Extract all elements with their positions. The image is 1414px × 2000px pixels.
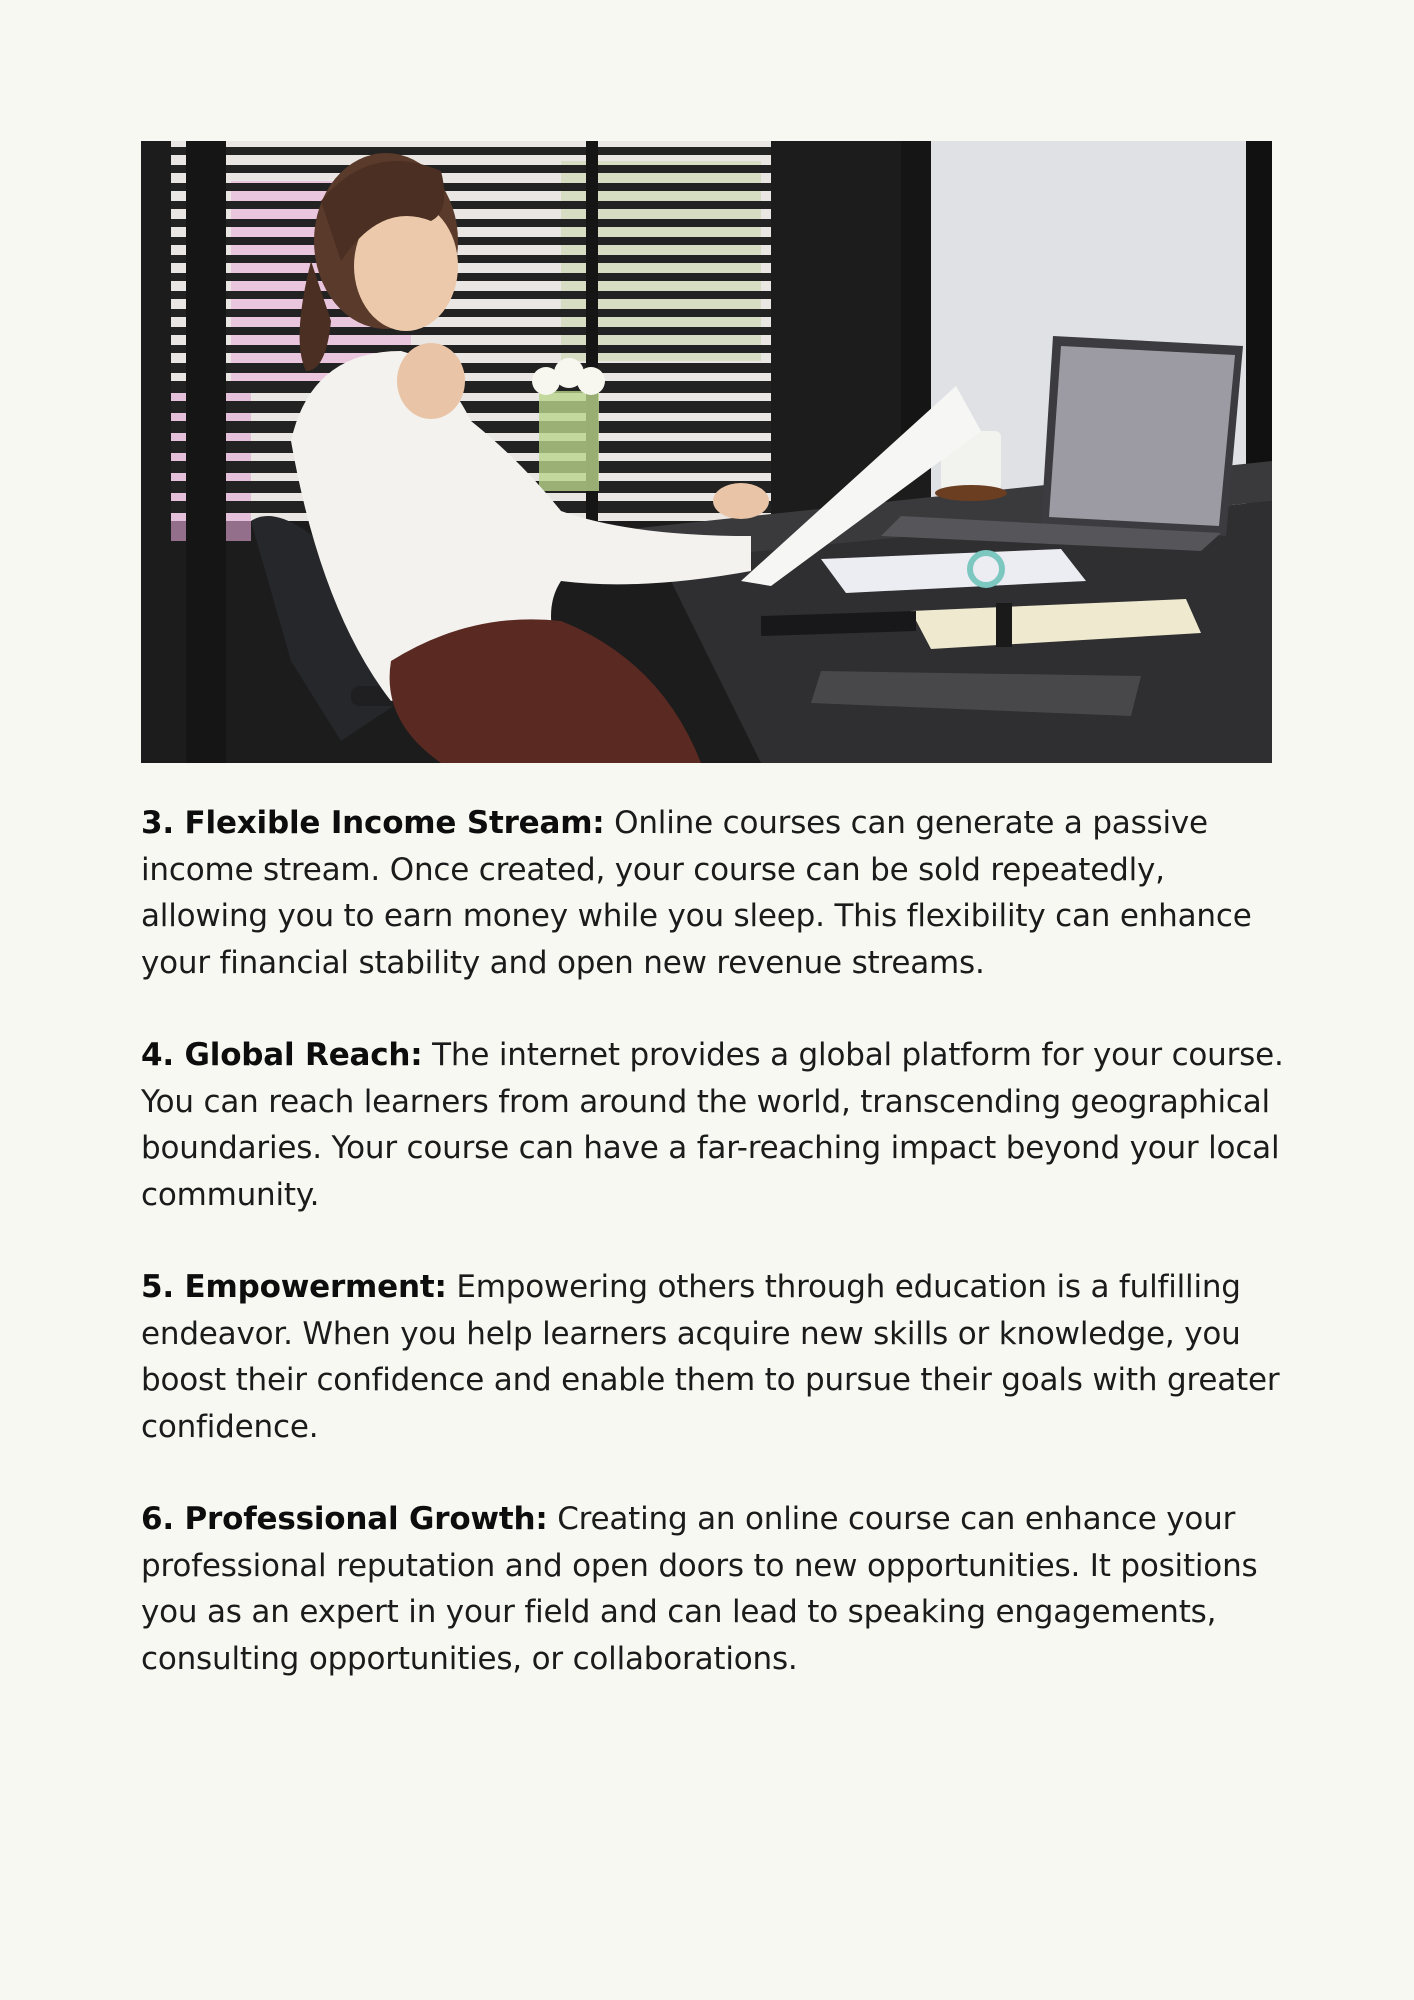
section-flexible-income — [141, 800, 1291, 986]
section-professional-growth — [141, 1496, 1291, 1682]
section-heading: 5. Empowerment: — [141, 1269, 447, 1305]
section-global-reach — [141, 1032, 1291, 1218]
section-heading: 4. Global Reach: — [141, 1037, 423, 1073]
section-heading: 3. Flexible Income Stream: — [141, 805, 605, 841]
section-body: Creating an online course can enhance your professional reputation and open doors to new opportunities. It positions you as an expert in your field and can lead to speaking engagements, consulting opportunities, or collaborations. — [141, 1501, 1258, 1677]
section-empowerment — [141, 1264, 1291, 1450]
office-photo-illustration — [141, 141, 1272, 763]
section-body: Empowering others through education is a fulfilling endeavor. When you help learners acquire new skills or knowledge, you boost their confidence and enable them to pursue their goals with greater confidence. — [141, 1269, 1280, 1445]
office-photo — [141, 141, 1272, 763]
section-heading: 6. Professional Growth: — [141, 1501, 548, 1537]
section-body: Online courses can generate a passive income stream. Once created, your course can be sold repeatedly, allowing you to earn money while you sleep. This flexibility can enhance your financial stability and open new revenue streams. — [141, 805, 1252, 981]
article-body — [141, 800, 1291, 1728]
section-body: The internet provides a global platform for your course. You can reach learners from around the world, transcending geographical boundaries. Your course can have a far-reaching impact beyond your local community. — [141, 1037, 1284, 1213]
